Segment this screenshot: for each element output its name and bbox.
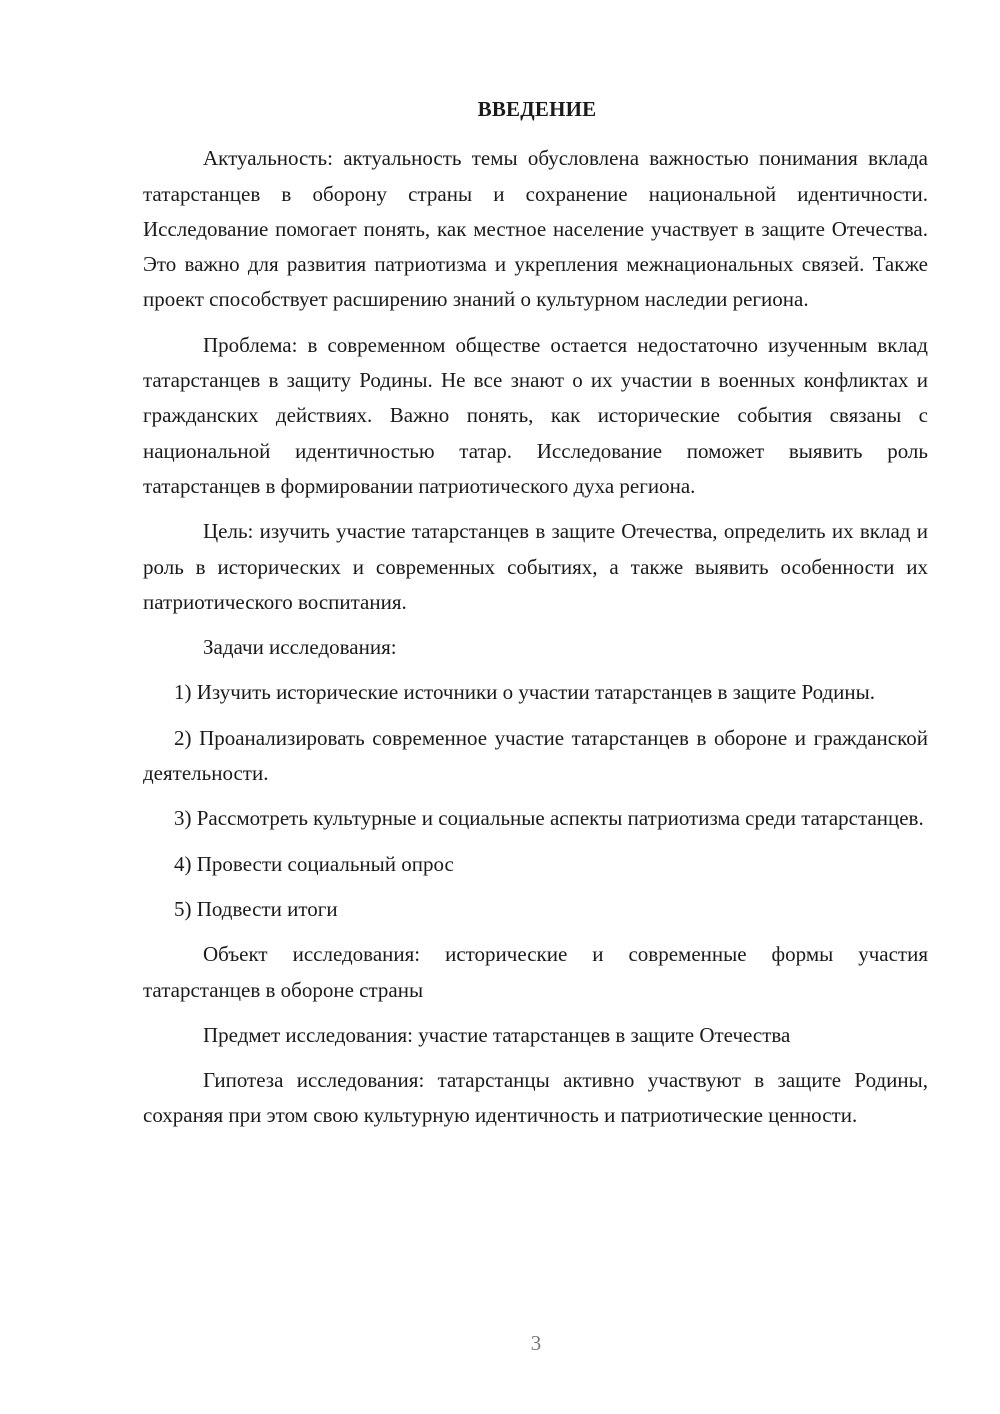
- paragraph-relevance: Актуальность: актуальность темы обусловлена важностью понимания вклада татарстанцев в оборону страны и сохранение национальной идентичности. Исследование помогает понять, как местное население участвует в защите Отечества. Это важно для развития патриотизма и укрепления межнациональных связей. Также проект способствует расширению знаний о культурном наследии региона.: [143, 146, 928, 312]
- task-item-1: 1) Изучить исторические источники о участии татарстанцев в защите Родины.: [174, 680, 876, 705]
- paragraph-tasks-heading: Задачи исследования:: [203, 635, 397, 660]
- paragraph-hypothesis: Гипотеза исследования: татарстанцы активно участвуют в защите Родины, сохраняя при этом свою культурную идентичность и патриотические ценности.: [143, 1068, 928, 1128]
- page-number: 3: [530, 1331, 542, 1355]
- task-item-5: 5) Подвести итоги: [174, 896, 338, 921]
- page-title: ВВЕДЕНИЕ: [477, 97, 597, 121]
- task-item-2: 2) Проанализировать современное участие татарстанцев в обороне и гражданской деятельности.: [143, 725, 928, 786]
- paragraph-problem: Проблема: в современном обществе остается недостаточно изученным вклад татарстанцев в защиту Родины. Не все знают о их участии в военных конфликтах и гражданских действиях. Важно понять, как исторические события связаны с национальной идентичностью татар. Исследование поможет выявить роль татарстанцев в формировании патриотического духа региона.: [143, 332, 928, 498]
- document-body: [143, 92, 928, 1144]
- paragraph-goal: Цель: изучить участие татарстанцев в защите Отечества, определить их вклад и роль в исторических и современных событиях, а также выявить особенности их патриотического воспитания.: [143, 519, 928, 614]
- paragraph-subject: Предмет исследования: участие татарстанцев в защите Отечества: [203, 1022, 791, 1047]
- task-item-4: 4) Провести социальный опрос: [174, 851, 454, 876]
- paragraph-object: Объект исследования: исторические и современные формы участия татарстанцев в обороне страны: [143, 942, 928, 1002]
- task-item-3: 3) Рассмотреть культурные и социальные аспекты патриотизма среди татарстанцев.: [174, 806, 924, 831]
